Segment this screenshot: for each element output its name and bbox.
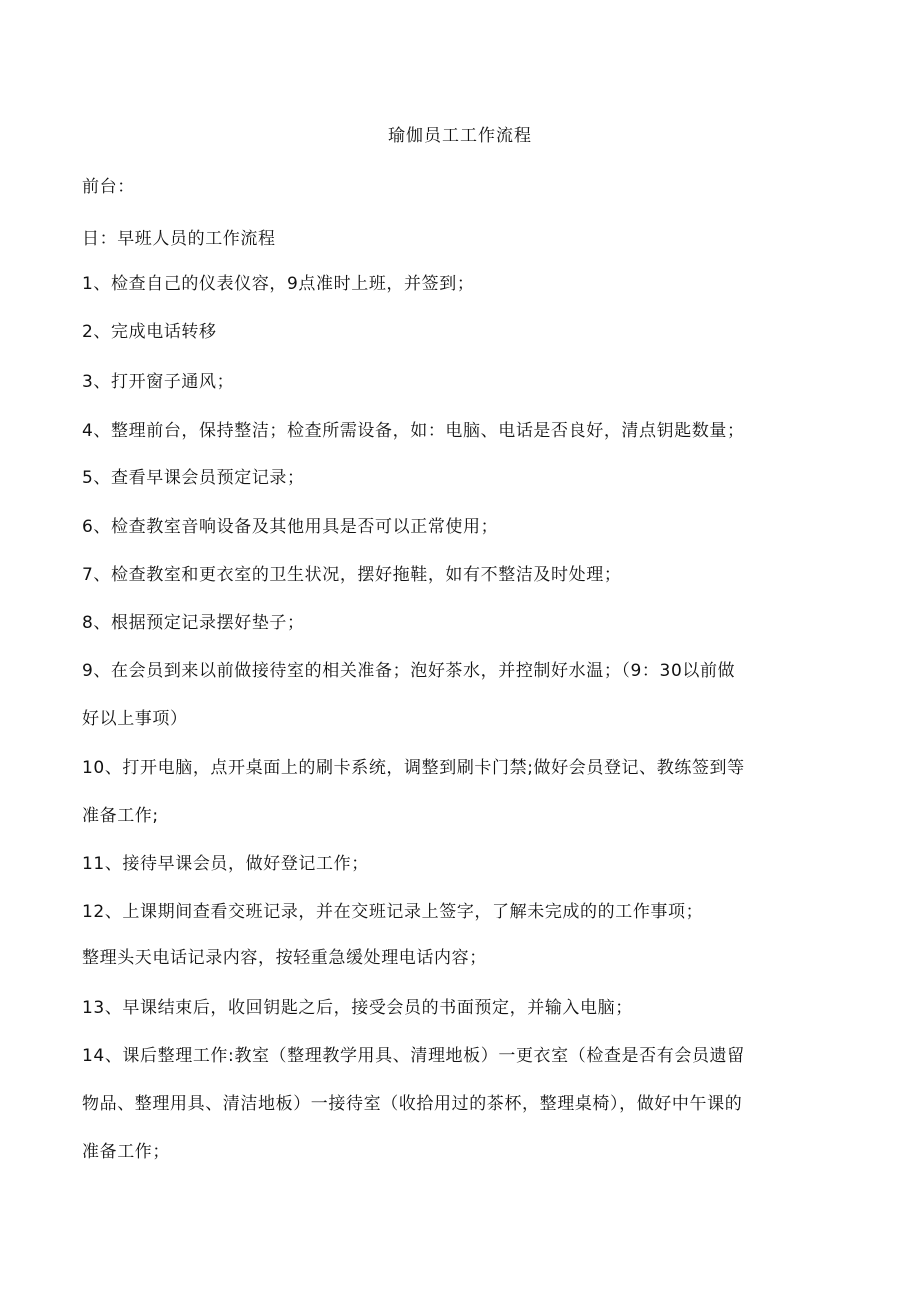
step-line: 9、在会员到来以前做接待室的相关准备；泡好茶水，并控制好水温；（9：30以前做 [82, 661, 736, 681]
step-line: 14、课后整理工作:教室（整理教学用具、清理地板）一更衣室（检查是否有会员遗留 [82, 1046, 745, 1066]
step-line: 7、检查教室和更衣室的卫生状况，摆好拖鞋，如有不整洁及时处理； [82, 565, 622, 585]
step-line: 1、检查自己的仪表仪容，9点准时上班，并签到； [82, 274, 475, 294]
step-line: 3、打开窗子通风； [82, 372, 235, 392]
step-line: 11、接待早课会员，做好登记工作； [82, 854, 369, 874]
step-line: 2、完成电话转移 [82, 322, 217, 342]
step-line-continuation: 准备工作; [82, 806, 159, 826]
step-line-continuation: 整理头天电话记录内容，按轻重急缓处理电话内容； [82, 948, 487, 968]
step-line: 8、根据预定记录摆好垫子； [82, 613, 305, 633]
step-line-continuation: 准备工作； [82, 1142, 170, 1162]
subsection-heading: 日：早班人员的工作流程 [82, 229, 276, 249]
step-line-continuation: 物品、整理用具、清洁地板）一接待室（收拾用过的茶杯，整理桌椅），做好中午课的 [82, 1094, 743, 1114]
section-heading: 前台： [82, 177, 135, 197]
step-line: 5、查看早课会员预定记录； [82, 468, 305, 488]
step-line: 12、上课期间查看交班记录，并在交班记录上签字，了解未完成的的工作事项； [82, 902, 704, 922]
step-line-continuation: 好以上事项） [82, 709, 188, 729]
step-line: 10、打开电脑，点开桌面上的刷卡系统，调整到刷卡门禁;做好会员登记、教练签到等 [82, 758, 745, 778]
document-title: 瑜伽员工工作流程 [388, 126, 532, 146]
step-line: 13、早课结束后，收回钥匙之后，接受会员的书面预定，并输入电脑； [82, 998, 633, 1018]
step-line: 6、检查教室音响设备及其他用具是否可以正常使用； [82, 517, 499, 537]
step-line: 4、整理前台，保持整洁；检查所需设备，如：电脑、电话是否良好，清点钥匙数量； [82, 421, 745, 441]
